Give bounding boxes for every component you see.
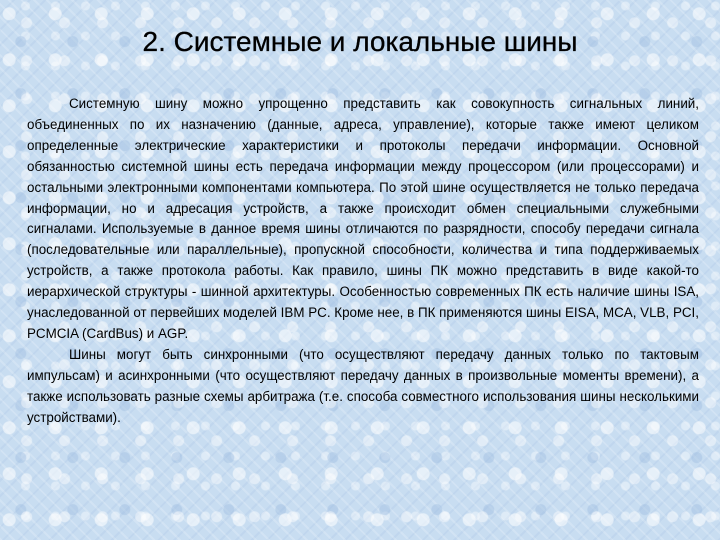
slide-title: 2. Системные и локальные шины [142, 26, 578, 57]
slide-body [27, 94, 699, 429]
paragraph-system-bus: Системную шину можно упрощенно представить как совокупность сигнальных линий, объединенных по их назначению (данные, адреса, управление), которые также имеют целиком определенные электрические характеристики и протоколы передачи информации. Основной обязанностью системной шины есть передача информации между процессором (или процессорами) и остальными электронными компонентами компьютера. По этой шине осуществляется не только передача информации, но и адресация устройств, а также происходит обмен специальными служебными сигналами. Используемые в данное время шины отличаются по разрядности, способу передачи сигнала (последовательные или параллельные), пропускной способности, количества и типа поддерживаемых устройств, а также протокола работы. Как правило, шины ПК можно представить в виде какой-то иерархической структуры - шинной архитектуры. Особенностью современных ПК есть наличие шины ISA, унаследованной от первейших моделей IBM PC. Кроме нее, в ПК применяются шины EISA, MCA, VLB, PCI, PCMCIA (CardBus) и AGP. [27, 96, 699, 341]
paragraph-bus-sync: Шины могут быть синхронными (что осуществляют передачу данных только по тактовым импульсам) и асинхронными (что осуществляют передачу данных в произвольные моменты времени), а также использовать разные схемы арбитража (т.е. способа совместного использования шины несколькими устройствами). [27, 346, 699, 425]
